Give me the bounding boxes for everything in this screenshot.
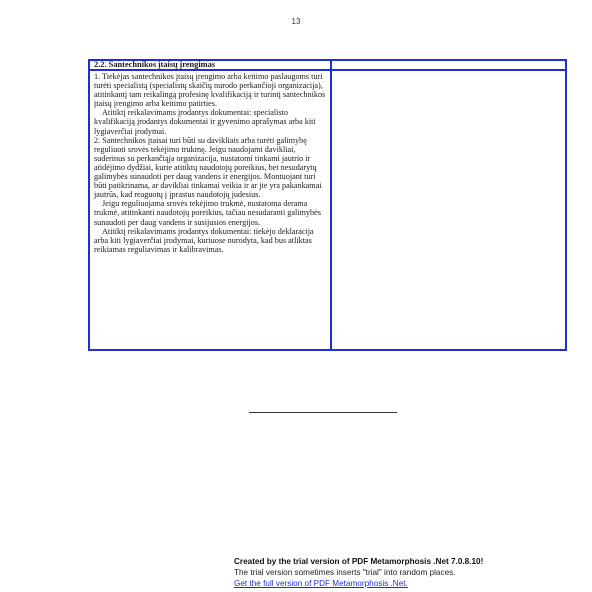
footnote-separator-line bbox=[249, 412, 397, 413]
header-right-cell bbox=[332, 61, 565, 69]
requirements-cell bbox=[90, 71, 332, 349]
trial-notice-text: The trial version sometimes inserts "trial" into random places. bbox=[234, 568, 456, 577]
section-heading: 2.2. Santechnikos įtaisų įrengimas bbox=[90, 61, 332, 69]
empty-right-cell bbox=[332, 71, 565, 349]
table-header-row bbox=[90, 61, 565, 71]
requirement-paragraph-1: 1. Tiekėjas santechnikos įtaisų įrengimo arba keitimo paslaugoms turi turėti specialistą (specialistų skaičių nurodo perkančioji organizacija), atitinkantį tam reikalingą profesinę kvalifikaciją ir turintį santechnikos įtaisų įrengimo arba keitimo patirties. bbox=[94, 72, 326, 109]
trial-notice-title: Created by the trial version of PDF Metamorphosis .Net 7.0.8.10! bbox=[234, 557, 484, 566]
requirement-paragraph-3: Jeigu reguliuojama srovės tekėjimo trukmė, nustatoma derama trukmė, atitinkanti naudotojų poreikius, tačiau nesudaranti galimybės sunaudoti per daug vandens ir susijusios energijos. bbox=[94, 199, 321, 227]
full-version-link[interactable]: Get the full version of PDF Metamorphosis .Net. bbox=[234, 579, 408, 588]
table-body-row bbox=[90, 71, 565, 349]
requirements-table bbox=[88, 59, 567, 351]
evidence-paragraph-2: Atitiktį reikalavimams įrodantys dokumentai: tiekėjo deklaracija arba kiti lygiaverčiai įrodymai, kuriuose nurodyta, kad bus atliktas reikiamas reguliavimas ir kalibravimas. bbox=[94, 226, 314, 254]
evidence-paragraph-1: Atitiktį reikalavimams įrodantys dokumentai: specialisto kvalifikaciją įrodantys dokumentai ir gyvenimo aprašymas arba kiti lygiaverčiai įrodymai. bbox=[94, 108, 316, 136]
page-number: 13 bbox=[291, 17, 301, 26]
trial-notice bbox=[234, 556, 586, 589]
requirement-paragraph-2: 2. Santechnikos įtaisai turi būti su davikliais arba turėti galimybę reguliuoti srovės tekėjimo trukmę. Jeigu naudojami davikliai, suderinus su perkančiąja organizacija, nustatomi tinkami jautrio ir atidėjimo dydžiai, kurie atitiktų naudotojų poreikius, bet nesudarytų galimybės sunaudoti per daug vandens ir energijos. Montuojant turi būti patikrinama, ar davikliai tinkamai veikia ir ar jie yra pakankamai jautrūs, kad reaguotų į įprastus naudotojų judesius. bbox=[94, 135, 322, 200]
